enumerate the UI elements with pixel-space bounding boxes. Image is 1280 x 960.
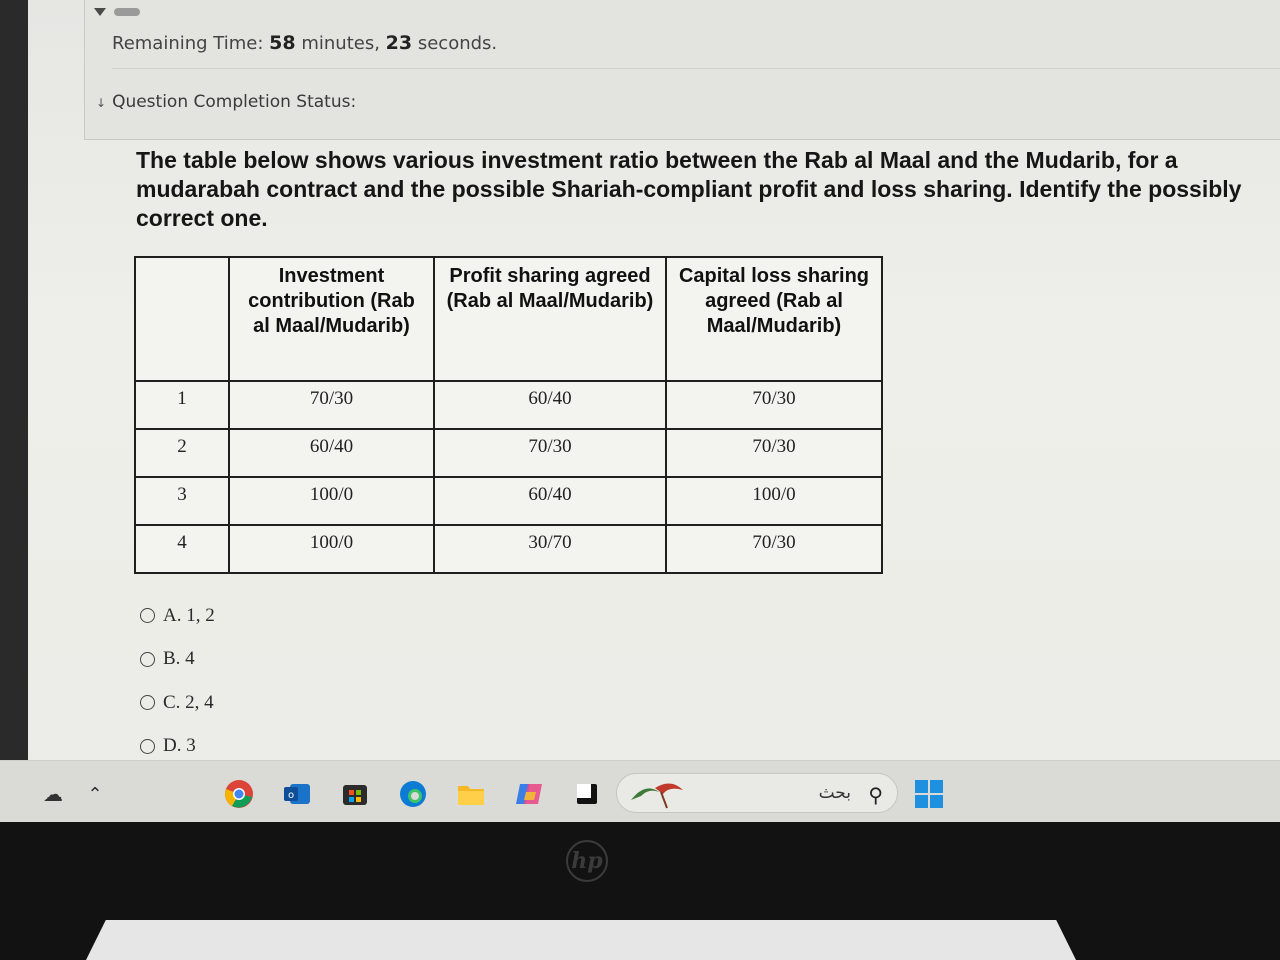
option-c[interactable] xyxy=(140,681,215,725)
table-header-row xyxy=(135,257,882,381)
table-row xyxy=(135,381,882,429)
question-text: The table below shows various investment ratio between the Rab al Maal and the Mudarib, for a mudarabah contract and the possible Shariah-compliant profit and loss sharing. Identify the possibly correct one. xyxy=(136,147,1242,231)
table-row xyxy=(135,477,882,525)
table-row xyxy=(135,525,882,573)
chevron-up-icon[interactable]: ⌃ xyxy=(87,783,103,804)
keyboard-edge xyxy=(86,920,1076,960)
radio-button[interactable] xyxy=(140,695,155,710)
chrome-icon[interactable] xyxy=(222,779,256,809)
timer-label: Remaining Time: xyxy=(112,33,264,54)
onedrive-icon[interactable]: ☁ xyxy=(43,783,63,806)
option-label[interactable]: A. 1, 2 xyxy=(163,604,215,626)
table-cell: 70/30 xyxy=(666,525,882,573)
timer-minutes-unit: minutes, xyxy=(301,33,380,54)
test-info-panel xyxy=(84,0,1280,140)
table-cell: 100/0 xyxy=(229,477,434,525)
search-placeholder[interactable]: بحث xyxy=(818,783,851,803)
timer-seconds: 23 xyxy=(385,32,413,54)
divider xyxy=(112,68,1280,69)
table-header-profit: Profit sharing agreed (Rab al Maal/Mudarib) xyxy=(434,257,666,381)
hp-logo xyxy=(566,840,608,882)
option-label[interactable]: C. 2, 4 xyxy=(163,691,214,713)
file-explorer-icon[interactable] xyxy=(454,779,488,809)
table-cell: 70/30 xyxy=(434,429,666,477)
table-header-investment: Investment contribution (Rab al Maal/Mudarib) xyxy=(229,257,434,381)
answer-options xyxy=(140,594,215,768)
chevron-down-icon[interactable]: ↓ xyxy=(96,96,107,110)
terminal-icon[interactable] xyxy=(570,779,604,809)
question-completion-status[interactable] xyxy=(96,92,356,112)
table-cell: 100/0 xyxy=(229,525,434,573)
outlook-icon[interactable] xyxy=(280,779,314,809)
radio-button[interactable] xyxy=(140,652,155,667)
table-cell: 70/30 xyxy=(229,381,434,429)
svg-text:o: o xyxy=(287,790,295,801)
radio-button[interactable] xyxy=(140,608,155,623)
table-cell: 2 xyxy=(135,429,229,477)
table-cell: 1 xyxy=(135,381,229,429)
ratio-table xyxy=(134,256,883,574)
table-cell: 70/30 xyxy=(666,429,882,477)
option-label[interactable]: D. 3 xyxy=(163,735,196,757)
option-b[interactable] xyxy=(140,638,215,682)
timer-seconds-unit: seconds. xyxy=(417,33,498,54)
table-header-blank xyxy=(135,257,229,381)
table-cell: 4 xyxy=(135,525,229,573)
search-icon[interactable]: ⚲ xyxy=(868,785,883,807)
weather-icon[interactable] xyxy=(625,778,683,815)
table-row xyxy=(135,429,882,477)
remaining-time xyxy=(112,32,497,54)
browser-screen xyxy=(28,0,1280,822)
edge-icon[interactable] xyxy=(396,779,430,809)
store-icon[interactable] xyxy=(338,779,372,809)
table-cell: 3 xyxy=(135,477,229,525)
collapse-caret-icon[interactable] xyxy=(94,8,106,16)
hp-logo-text: hp xyxy=(571,848,603,874)
table-cell: 70/30 xyxy=(666,381,882,429)
windows-start-icon[interactable] xyxy=(912,779,946,809)
table-cell: 60/40 xyxy=(434,477,666,525)
left-bezel xyxy=(0,0,28,760)
option-a[interactable] xyxy=(140,594,215,638)
table-header-loss: Capital loss sharing agreed (Rab al Maal/Mudarib) xyxy=(666,257,882,381)
taskbar-search[interactable] xyxy=(616,773,898,813)
timer-minutes: 58 xyxy=(269,32,296,54)
table-cell: 60/40 xyxy=(229,429,434,477)
option-label[interactable]: B. 4 xyxy=(163,648,195,670)
status-label[interactable]: Question Completion Status: xyxy=(112,92,357,112)
table-cell: 60/40 xyxy=(434,381,666,429)
table-cell: 30/70 xyxy=(434,525,666,573)
progress-pill xyxy=(114,8,140,16)
copilot-icon[interactable] xyxy=(512,779,546,809)
table-cell: 100/0 xyxy=(666,477,882,525)
windows-taskbar xyxy=(0,760,1280,822)
radio-button[interactable] xyxy=(140,739,155,754)
